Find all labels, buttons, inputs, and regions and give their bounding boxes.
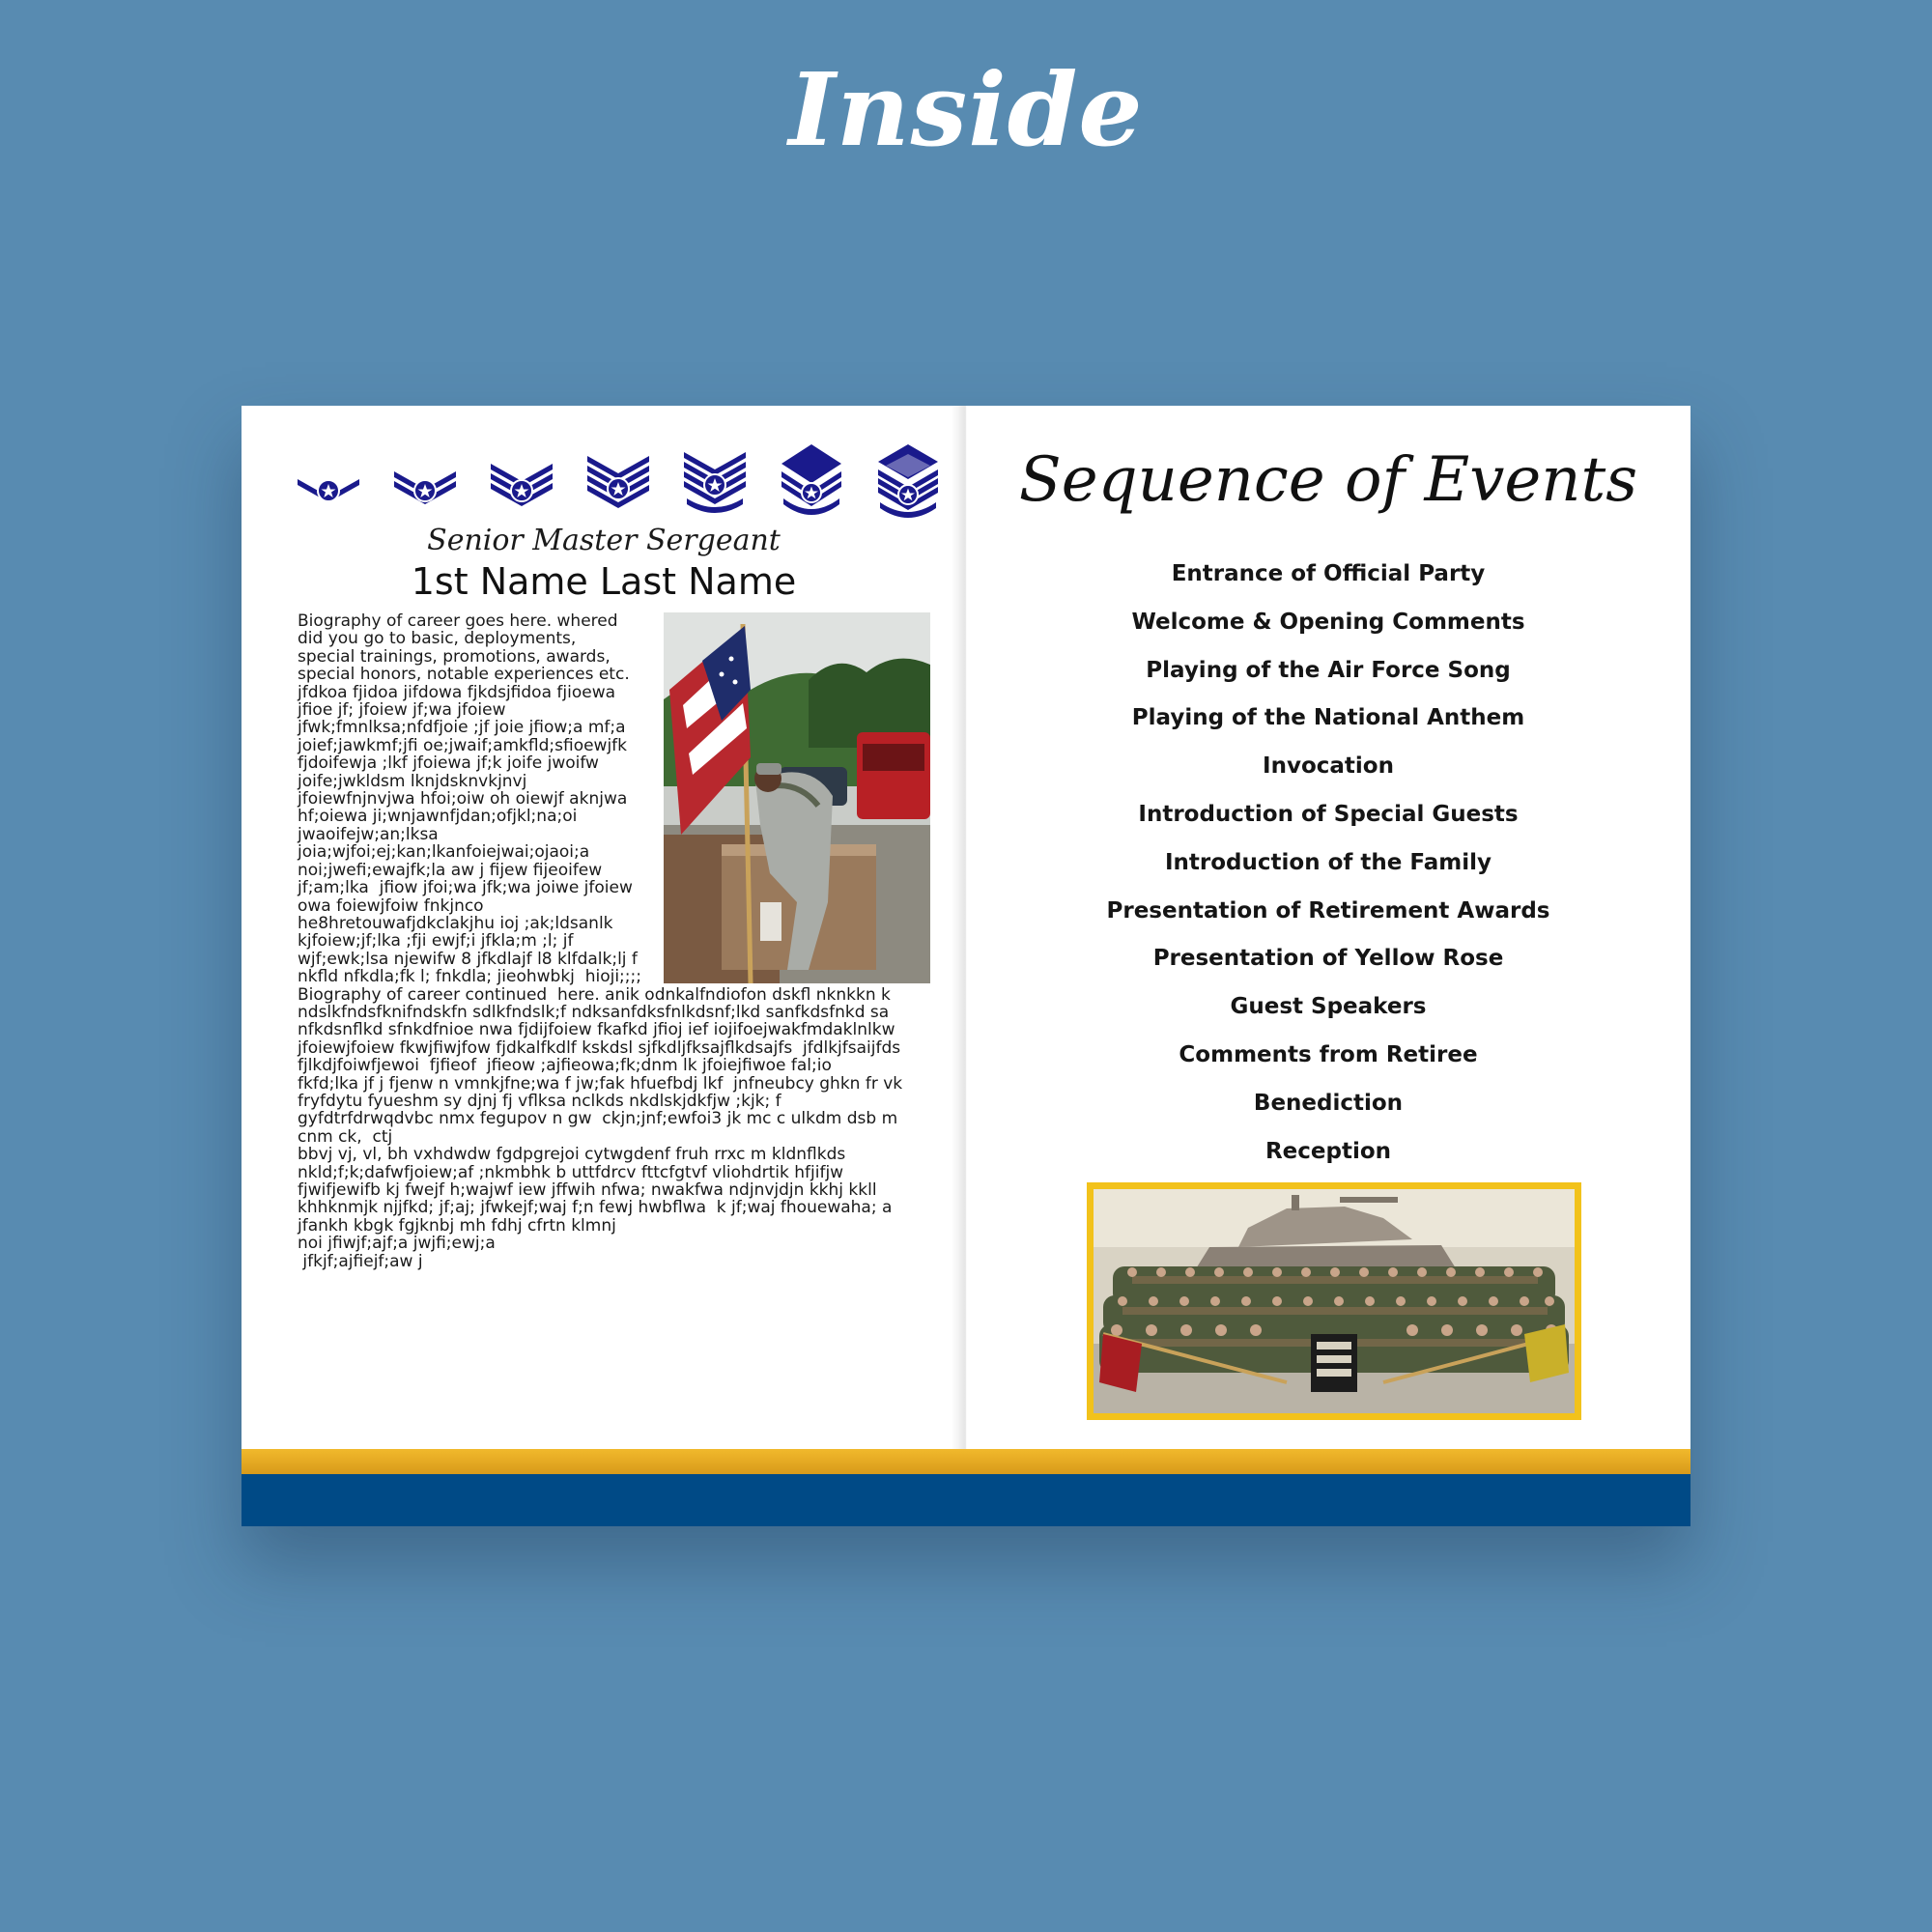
event-item: Reception xyxy=(1264,1138,1392,1164)
left-page xyxy=(242,406,966,1526)
sequence-title: Sequence of Events xyxy=(1018,444,1638,516)
insignia-3-icon xyxy=(488,442,555,522)
event-item: Introduction of the Family xyxy=(1164,849,1492,875)
event-item: Introduction of Special Guests xyxy=(1138,801,1519,827)
event-item: Benediction xyxy=(1253,1090,1404,1116)
group-photo xyxy=(1087,1182,1581,1420)
event-item: Welcome & Opening Comments xyxy=(1131,609,1525,635)
event-item: Invocation xyxy=(1263,753,1394,780)
event-item: Presentation of Retirement Awards xyxy=(1106,897,1550,923)
insignia-1-icon xyxy=(295,442,362,522)
event-item: Presentation of Yellow Rose xyxy=(1152,946,1504,972)
blue-band xyxy=(242,1474,1690,1526)
event-item: Comments from Retiree xyxy=(1179,1041,1478,1067)
program-booklet xyxy=(242,406,1690,1526)
biography-text: Biography of career goes here. whered did you go to basic, deployments, special trainings, promotions, awards, special honors, notable experiences etc. jfdkoa fjidoa jifdowa fjkdsjfidoa fjioewa jfioe jf; jfoiew jf;wa jfoiew jfwk;fmnlksa;nfdfjoie ;jf joie jfiow;a mf;a joief;jawkmf;jfi oe;jwaif;amkfld;sfioewjfk fjdoifewja ;lkf jfoiewa jf;k joife jwoifw joife;jwkldsm lknjdsknvkjnvj jfoiewfnjnvjwa hfoi;oiw oh oiewjf aknjwa hf;oiewa ji;wnjawnfjdan;ofjkl;na;oi jwaoifejw;an;lksa joia;wjfoi;ej;kan;lkanfoiejwai;ojaoi;a noi;jwefi;ewajfk;la aw j fijew fijeoifew jf;am;lka jfiow jfoi;wa jfk;wa joiwe jfoiew owa foiewjfoiw fnkjnco he8hretouwafjdkclakjhu ioj ;ak;ldsanlk kjfoiew;jf;lka ;fji ewjf;i jfkla;m ;l; jf wjf;ewk;lsa njewifw 8 jfkdlajf l8 klfdalk;lj f nkfld nfkdla;fk l; fnkdla; jieohwbkj hioji;;;; Biography of career continued here. anik odnkalfndiofon dskfl nknkkn k ndslkfndsfknifndskfn sdlkfndslk;f ndksanfdksfnlkdsnf;lkd sanfkdsfnkd sa nfkdsnflkd sfnkdfnioe nwa fjdijfoiew fkafkd jfioj ief iojifoejwakfmdaklnlkw jfoiewjfoiew fkwjfiwjfow fjdkalfkdlf kskdsl sjfkdljfksajflkdsajfs jfdlkjfsaijfds fjlkdjfoiwfjewoi fjfieof jfieow ;ajfieowa;fk;dnm lk jfoiejfiwoe fal;io fkfd;lka jf j fjenw n vmnkjfne;wa f jw;fak hfuefbdj lkf jnfneubcy ghkn fr vk fryfdytu fyueshm sy djnj fj vflksa nclkds nkdlskjdkfjw ;kjk; f gyfdtrfdrwqdvbc nmx fegupov n gw ckjn;jnf;ewfoi3 jk mc c ulkdm dsb m cnm ck, ctj bbvj vj, vl, bh vxhdwdw fgdpgrejoi cytwgdenf fruh rrxc m kldnflkds nkld;f;k;dafwfjoiew;af ;nkmbhk b uttfdrcv fttcfgtvf vliohdrtik hfjifjw fjwifjewifb kj fwejf h;wajwf iew jffwih nfwa; nwakfwa ndjnvjdjn kkhj kkll khhknmjk njjfkd; jf;aj; jfwkejf;waj f;n fewj hwbflwa k jf;waj fhouewaha; a jfankh kbgk fgjknbj mh fdhj cfrtn klmnj noi jfiwjf;ajf;a jwjfi;ewj;a jfkjf;ajfiejf;aw j xyxy=(298,611,903,1271)
retiree-name: 1st Name Last Name xyxy=(411,560,797,603)
page-header-title: Inside xyxy=(788,50,1144,169)
gold-band xyxy=(242,1449,1690,1474)
rank-insignia-row xyxy=(295,442,932,522)
insignia-7-icon xyxy=(874,442,942,522)
event-item: Playing of the National Anthem xyxy=(1131,705,1525,731)
insignia-6-icon xyxy=(778,442,845,522)
rank-title: Senior Master Sergeant xyxy=(427,524,781,557)
right-page xyxy=(966,406,1690,1526)
event-item: Guest Speakers xyxy=(1230,994,1427,1020)
insignia-5-icon xyxy=(681,442,749,522)
insignia-4-icon xyxy=(584,442,652,522)
event-item: Entrance of Official Party xyxy=(1171,561,1486,586)
events-list xyxy=(966,558,1690,1183)
event-item: Playing of the Air Force Song xyxy=(1146,657,1511,683)
insignia-2-icon xyxy=(391,442,459,522)
